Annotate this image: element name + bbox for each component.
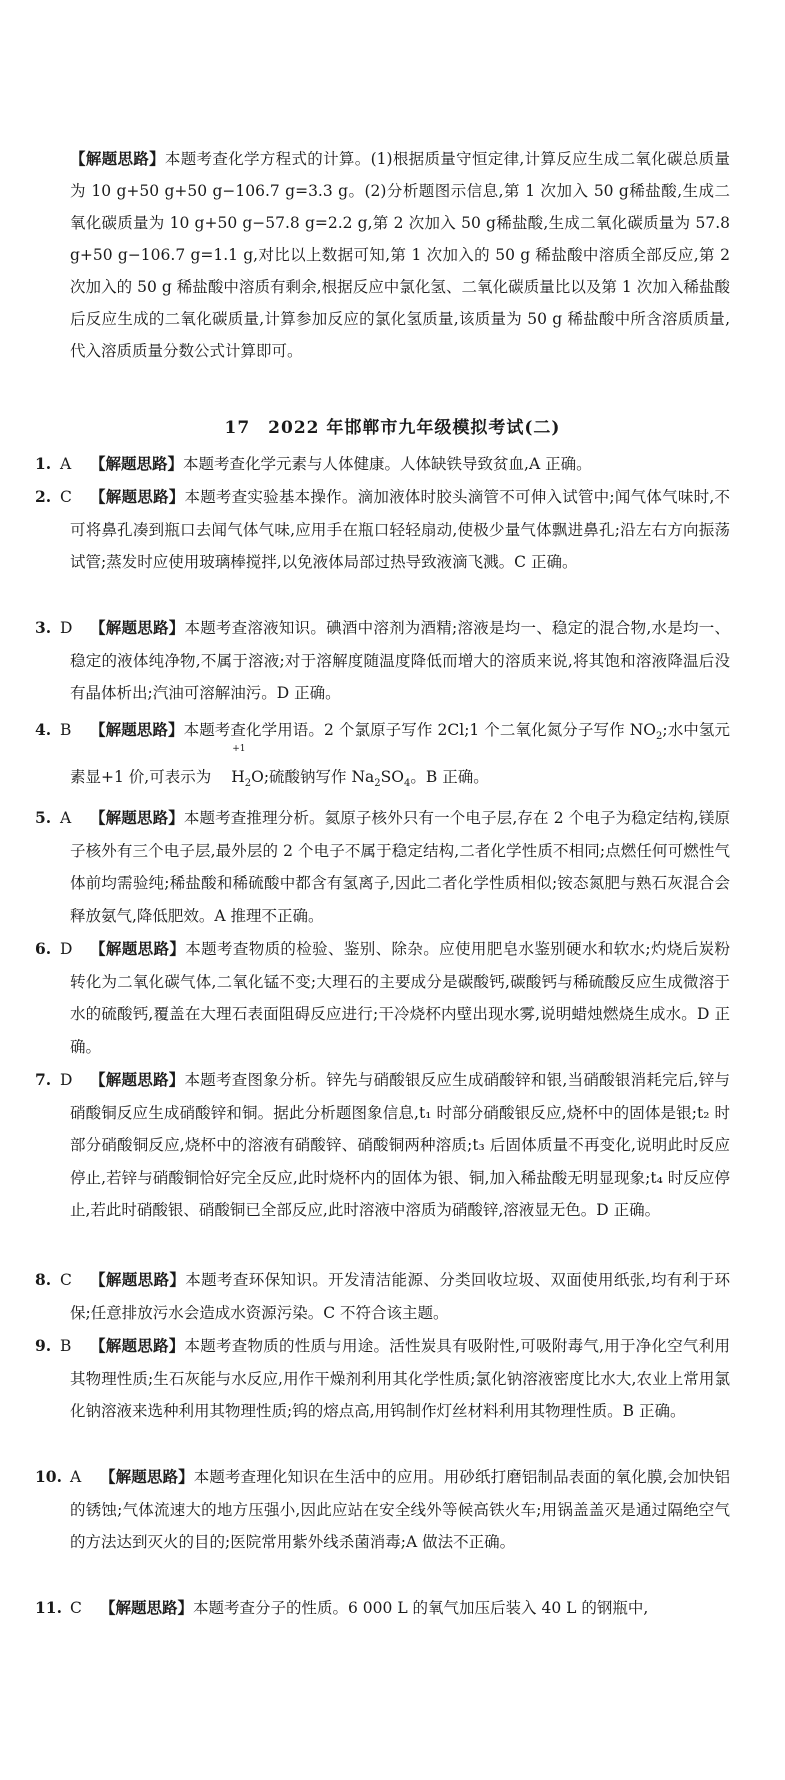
item-text: SO (380, 768, 404, 787)
item-number: 7. (35, 1070, 52, 1089)
answer-item (35, 1592, 730, 1625)
solution-tag: 【解题思路】 (70, 149, 165, 168)
answer-item (35, 448, 730, 481)
solution-tag: 【解题思路】 (100, 1467, 194, 1486)
item-option: D (60, 1071, 73, 1089)
item-number: 1. (35, 454, 52, 473)
item-number: 5. (35, 808, 52, 827)
item-number: 10. (35, 1467, 62, 1486)
binding-curve (0, 1400, 20, 1490)
item-number: 6. (35, 939, 52, 958)
item-option: D (60, 619, 73, 637)
intro-text: 本题考查化学方程式的计算。(1)根据质量守恒定律,计算反应生成二氧化碳总质量为 10 g+50 g+50 g−106.7 g=3.3 g。(2)分析题图示信息,第 1 次加入 50 g稀盐酸,生成二氧化碳质量为 10 g+50 g−57.8 g=2.2 g,第 2 次加入 50 g稀盐酸,生成二氧化碳质量为 57.8 g+50 g−106.7 g=1.1 g,对比以上数据可知,第 1 次加入的 50 g 稀盐酸中溶质全部反应,第 2 次加入的 50 g 稀盐酸中溶质有剩余,根据反应中氯化氢、二氧化碳质量比以及第 1 次加入稀盐酸后反应生成的二氧化碳质量,计算参加反应的氯化氢质量,该质量为 50 g 稀盐酸中所含溶质质量,代入溶质质量分数公式计算即可。 (70, 150, 730, 360)
subscript: 2 (374, 778, 381, 790)
item-option: B (60, 1337, 72, 1355)
subscript: 2 (656, 731, 663, 743)
subscript: 2 (244, 778, 252, 790)
item-text: 本题考查物质的性质与用途。活性炭具有吸附性,可吸附毒气,用于净化空气利用其物理性质;生石灰能与水反应,用作干燥剂利用其化学性质;氯化钠溶液密度比水大,农业上常用氯化钠溶液来选种利用其物理性质;钨的熔点高,用钨制作灯丝材料利用其物理性质。B 正确。 (70, 1337, 730, 1420)
item-text: 本题考查物质的检验、鉴别、除杂。应使用肥皂水鉴别硬水和软水;灼烧后炭粉转化为二氧化碳气体,二氧化锰不变;大理石的主要成分是碳酸钙,碳酸钙与稀硫酸反应生成微溶于水的硫酸钙,覆盖在大理石表面阻碍反应进行;干冷烧杯内壁出现水雾,说明蜡烛燃烧生成水。D 正确。 (70, 940, 730, 1056)
solution-tag: 【解题思路】 (90, 1070, 185, 1089)
solution-tag: 【解题思路】 (90, 618, 185, 637)
solution-tag: 【解题思路】 (90, 454, 184, 473)
item-text: 本题考查环保知识。开发清洁能源、分类回收垃圾、双面使用纸张,均有利于环保;任意排放污水会造成水资源污染。C 不符合该主题。 (70, 1271, 730, 1322)
valence-formula (211, 744, 246, 797)
answer-item (35, 612, 730, 710)
solution-tag: 【解题思路】 (90, 1336, 185, 1355)
item-text: ;水中氢元素显+1 价,可表示为 (70, 721, 730, 787)
item-number: 4. (35, 720, 52, 739)
solution-tag: 【解题思路】 (90, 720, 184, 739)
item-option: C (60, 1271, 72, 1289)
solution-tag: 【解题思路】 (90, 487, 185, 506)
item-text: 本题考查图象分析。锌先与硝酸银反应生成硝酸锌和银,当硝酸银消耗完后,锌与硝酸铜反应生成硝酸锌和铜。据此分析题图象信息,t₁ 时部分硝酸银反应,烧杯中的固体是银;t₂ 时部分硝酸铜反应,烧杯中的溶液有硝酸锌、硝酸铜两种溶质;t₃ 后固体质量不再变化,说明此时反应停止,若锌与硝酸铜恰好完全反应,此时烧杯内的固体为银、铜,加入稀盐酸无明显现象;t₄ 时反应停止,若此时硝酸银、硝酸铜已全部反应,此时溶液中溶质为硝酸锌,溶液显无色。D 正确。 (70, 1071, 730, 1219)
solution-tag: 【解题思路】 (100, 1598, 194, 1617)
item-text: 本题考查推理分析。氦原子核外只有一个电子层,存在 2 个电子为稳定结构,镁原子核外有三个电子层,最外层的 2 个电子不属于稳定结构,二者化学性质不相同;点燃任何可燃性气体前均需验纯;稀盐酸和稀硫酸中都含有氢离子,因此二者化学性质相似;铵态氮肥与熟石灰混合会释放氨气,降低肥效。A 推理不正确。 (70, 809, 730, 925)
item-text: 。B 正确。 (410, 768, 489, 787)
item-number: 9. (35, 1336, 52, 1355)
answer-item (35, 1264, 730, 1329)
section-title: 17 2022 年邯郸市九年级模拟考试(二) (224, 418, 561, 438)
solution-tag: 【解题思路】 (90, 808, 184, 827)
item-number: 8. (35, 1270, 52, 1289)
item-text: 本题考查化学元素与人体健康。人体缺铁导致贫血,A 正确。 (183, 455, 592, 473)
answer-item (35, 802, 730, 932)
item-option: A (70, 1468, 82, 1486)
item-text: 本题考查溶液知识。碘酒中溶剂为酒精;溶液是均一、稳定的混合物,水是均一、稳定的液体纯净物,不属于溶液;对于溶解度随温度降低而增大的溶质来说,将其饱和溶液降温后没有晶体析出;汽油可溶解油污。D 正确。 (70, 619, 730, 702)
answer-item (35, 710, 730, 804)
item-option: A (60, 455, 72, 473)
answer-item (35, 481, 730, 579)
valence-mark: +1 (232, 744, 246, 755)
item-text: 本题考查理化知识在生活中的应用。用砂纸打磨铝制品表面的氧化膜,会加快铝的锈蚀;气体流速大的地方压强小,因此应站在安全线外等候高铁火车;用锅盖盖灭是通过隔绝空气的方法达到灭火的目的;医院常用紫外线杀菌消毒;A 做法不正确。 (70, 1468, 730, 1551)
item-text: 本题考查实验基本操作。滴加液体时胶头滴管不可伸入试管中;闻气体气味时,不可将鼻孔凑到瓶口去闻气体气味,应用手在瓶口轻轻扇动,使极少量气体飘进鼻孔;沿左右方向振荡试管;蒸发时应使用玻璃棒搅拌,以免液体局部过热导致液滴飞溅。C 正确。 (70, 488, 730, 571)
item-text: 本题考查分子的性质。6 000 L 的氧气加压后装入 40 L 的钢瓶中, (193, 1599, 649, 1617)
answer-item (35, 1064, 730, 1227)
answer-item (35, 933, 730, 1063)
solution-tag: 【解题思路】 (90, 1270, 186, 1289)
item-number: 3. (35, 618, 52, 637)
item-option: B (60, 721, 72, 739)
solution-tag: 【解题思路】 (90, 939, 186, 958)
item-option: C (60, 488, 72, 506)
item-text: 本题考查化学用语。2 个氯原子写作 2Cl;1 个二氧化氮分子写作 NO (183, 721, 656, 739)
element-symbol: H (231, 768, 245, 787)
item-option: A (60, 809, 72, 827)
subscript: 4 (404, 778, 411, 790)
item-number: 2. (35, 487, 52, 506)
answer-item (35, 1461, 730, 1559)
item-text: O;硫酸钠写作 Na (251, 768, 375, 787)
item-option: D (60, 940, 73, 958)
item-number: 11. (35, 1598, 62, 1617)
answer-item (35, 1330, 730, 1428)
item-option: C (70, 1599, 82, 1617)
intro-paragraph (70, 143, 730, 367)
